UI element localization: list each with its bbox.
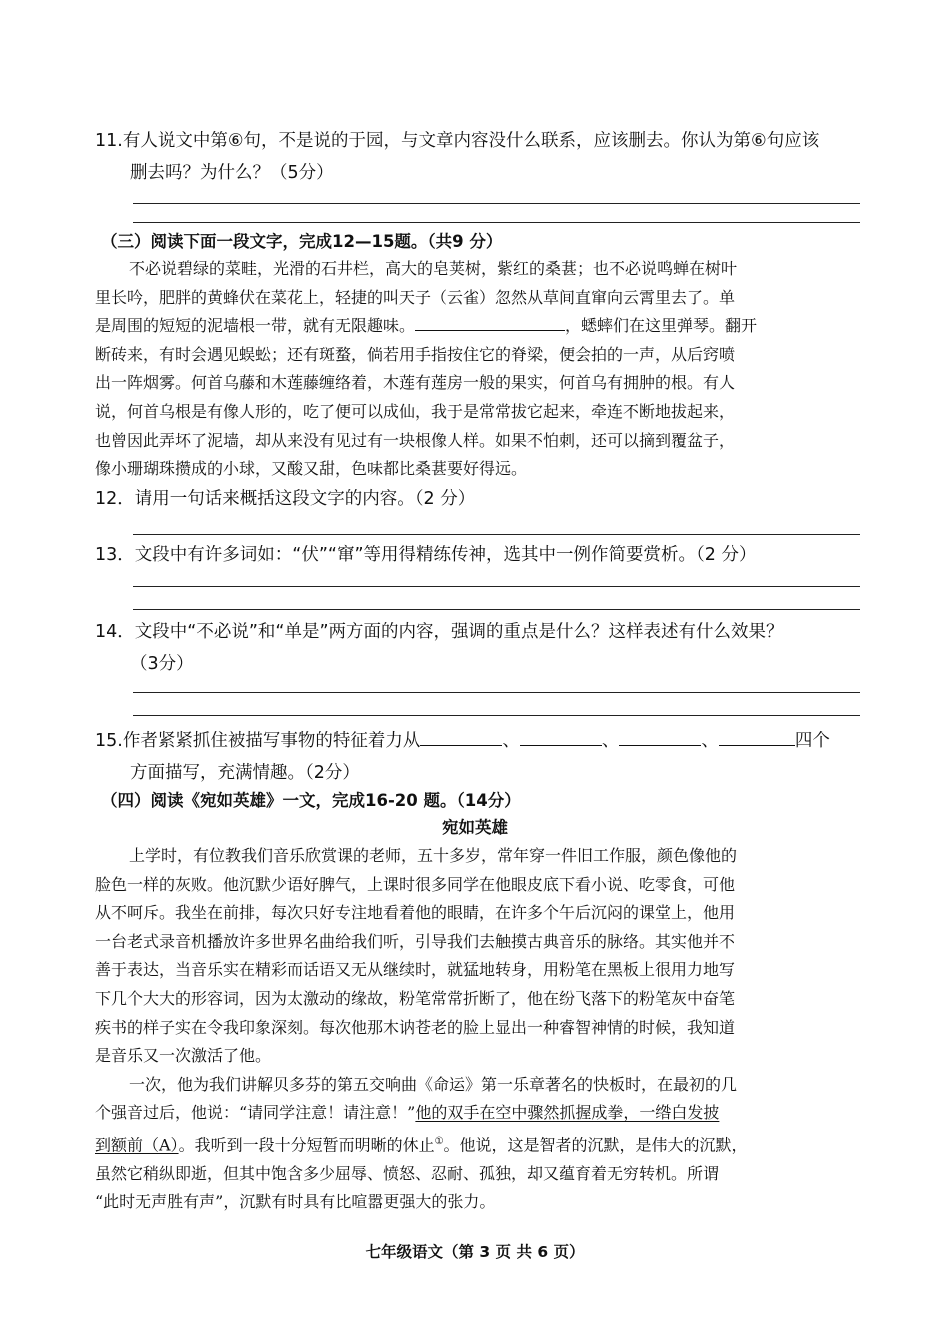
page-footer: 七年级语文（第 3 页 共 6 页）: [365, 1243, 585, 1261]
passage-line: 像小珊瑚珠攒成的小球，又酸又甜，色味都比桑葚要好得远。: [95, 459, 528, 479]
question-15: [95, 726, 865, 788]
fill-blank[interactable]: [719, 727, 795, 746]
passage-line: 从不呵斥。我坐在前排，每次只好专注地看着他的眼睛，在许多个午后沉闷的课堂上，他用: [95, 903, 736, 923]
passage-text: 。我听到一段十分短暂而明晰的休止: [178, 1135, 435, 1155]
passage-line: 善于表达，当音乐实在精彩而话语又无从继续时，就猛地转身，用粉笔在黑板上很用力地写: [95, 960, 736, 980]
fill-blank[interactable]: [420, 727, 502, 746]
underlined-sentence-a-end: 到额前（A）: [95, 1135, 179, 1155]
fill-blank[interactable]: [619, 727, 701, 746]
passage-line: 疾书的样子实在令我印象深刻。每次他那木讷苍老的脸上显出一种睿智神情的时候，我知道: [95, 1017, 736, 1037]
passage-line: 下几个大大的形容词，因为太激动的缘故，粉笔常常折断了，他在纷飞落下的粉笔灰中奋笔: [95, 988, 736, 1008]
footnote-marker: ①: [434, 1135, 444, 1147]
passage-line: 不必说碧绿的菜畦，光滑的石井栏，高大的皂荚树，紫红的桑葚；也不必说鸣蝉在树叶: [129, 259, 738, 278]
passage-line: 出一阵烟雾。何首乌藤和木莲藤缠络着，木莲有莲房一般的果实，何首乌有拥肿的根。有人: [95, 373, 736, 393]
answer-line[interactable]: [133, 534, 860, 535]
passage-line: 是音乐又一次激活了他。: [95, 1046, 272, 1066]
passage-line: 说，何首乌根是有像人形的，吃了便可以成仙，我于是常常拔它起来，牵连不断地拔起来，: [95, 401, 736, 421]
passage-line: [95, 312, 865, 341]
underlined-sentence-a: 他的双手在空中骤然抓握成拳，一绺白发披: [415, 1103, 720, 1123]
question-11-line1: 11.有人说文中第⑥句，不是说的于园，与文章内容没什么联系，应该删去。你认为第⑥句应该: [95, 131, 820, 151]
separator: 、: [502, 731, 520, 751]
answer-line[interactable]: [133, 203, 860, 204]
answer-line[interactable]: [133, 715, 860, 716]
passage-text: ，蟋蟀们在这里弹琴。翻开: [565, 316, 758, 336]
passage-text: 个强音过后，他说：“请同学注意！请注意！”: [95, 1103, 416, 1123]
answer-line[interactable]: [133, 586, 860, 587]
question-15-suffix: 四个: [794, 731, 830, 751]
answer-line[interactable]: [133, 222, 860, 223]
separator: 、: [701, 731, 719, 751]
question-14: [95, 617, 865, 679]
section-3-heading: （三）阅读下面一段文字，完成12—15题。（共9 分）: [101, 232, 503, 251]
passage-line: 脸色一样的灰败。他沉默少语好脾气，上课时很多同学在他眼皮底下看小说、吃零食，可他: [95, 874, 736, 894]
question-11: [95, 126, 865, 188]
passage-line: 也曾因此弄坏了泥墙，却从来没有见过有一块根像人样。如果不怕刺，还可以摘到覆盆子，: [95, 430, 736, 450]
question-12: 12．请用一句话来概括这段文字的内容。（2 分）: [95, 489, 476, 509]
question-15-prefix: 15.作者紧紧抓住被描写事物的特征着力从: [95, 731, 421, 751]
question-15-line1: [95, 726, 865, 756]
passage-line: [95, 1099, 865, 1128]
fill-blank[interactable]: [415, 312, 565, 331]
section-4-passage: [95, 842, 865, 1217]
answer-line[interactable]: [133, 609, 860, 610]
passage-line: [95, 1128, 865, 1160]
answer-line[interactable]: [133, 692, 860, 693]
passage-line: 一次，他为我们讲解贝多芬的第五交响曲《命运》第一乐章著名的快板时，在最初的几: [129, 1074, 738, 1094]
passage-text: 是周围的短短的泥墙根一带，就有无限趣味。: [95, 316, 416, 336]
fill-blank[interactable]: [520, 727, 602, 746]
section-4-heading: （四）阅读《宛如英雄》一文，完成16-20 题。（14分）: [101, 791, 521, 810]
passage-line: “此时无声胜有声”，沉默有时具有比喧嚣更强大的张力。: [95, 1192, 496, 1212]
separator: 、: [601, 731, 620, 751]
section-3-passage: [95, 255, 865, 484]
question-13: 13．文段中有许多词如：“伏”“窜”等用得精练传神，选其中一例作简要赏析。（2 分）: [95, 545, 757, 565]
question-11-line2: 删去吗？为什么？（5分）: [130, 163, 334, 183]
passage-text: 。他说，这是智者的沉默，是伟大的沉默，: [443, 1135, 748, 1155]
question-15-line2: 方面描写，充满情趣。（2分）: [130, 763, 360, 783]
passage-line: 里长吟，肥胖的黄蜂伏在菜花上，轻捷的叫天子（云雀）忽然从草间直窜向云霄里去了。单: [95, 287, 736, 307]
article-title: 宛如英雄: [442, 818, 508, 837]
question-14-line2: （3分）: [130, 654, 194, 674]
passage-line: 上学时，有位教我们音乐欣赏课的老师，五十多岁，常年穿一件旧工作服，颜色像他的: [129, 846, 738, 865]
question-14-line1: 14．文段中“不必说”和“单是”两方面的内容，强调的重点是什么？这样表述有什么效果？: [95, 622, 784, 642]
passage-line: 断砖来，有时会遇见蜈蚣；还有斑蝥，倘若用手指按住它的脊梁，便会拍的一声，从后窍喷: [95, 344, 736, 364]
passage-line: 一台老式录音机播放许多世界名曲给我们听，引导我们去触摸古典音乐的脉络。其实他并不: [95, 931, 736, 951]
passage-line: 虽然它稍纵即逝，但其中饱含多少屈辱、愤怒、忍耐、孤独，却又蕴育着无穷转机。所谓: [95, 1163, 720, 1183]
